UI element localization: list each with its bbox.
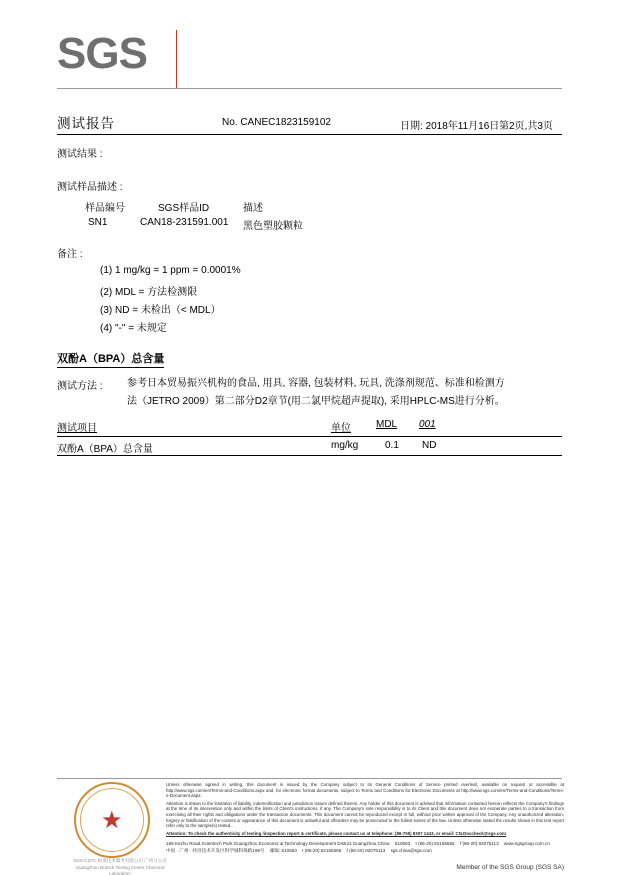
footer-postcode-cn: 邮编: 510663 [269,848,297,853]
remark-item: (4) "-" = 未规定 [100,323,167,334]
test-method-line2: 法（JETRO 2009）第二部分D2章节(用二氯甲烷超声提取), 采用HPLC-MS进行分析。 [127,396,505,407]
sample-row-no: SN1 [88,217,108,228]
footer-fax-en: f (86-20) 82075113 [459,841,499,846]
footer-rule [57,778,562,779]
test-method-label: 测试方法 : [57,381,103,392]
sample-table-header-desc: 描述 [243,203,263,214]
footer-address-en-row [166,840,564,847]
footer-postcode-en: 510663 [394,841,411,846]
result-header-unit: 单位 [331,423,351,434]
stamp-text-line2: Guangzhou Branch Testing Center Chemical Laboratory [75,865,165,875]
page-indicator: 第2页,共3页 [499,121,553,132]
sample-row-desc: 黑色塑胶颗粒 [243,221,303,232]
footer-web[interactable]: www.sgsgroup.com.cn [503,841,550,846]
results-label: 测试结果 : [57,149,103,160]
footer-tel-en: t (86-20) 82155555 [415,841,455,846]
footer-address-block [166,840,564,854]
footer-verify-notice[interactable]: Attention: To check the authenticity of testing /inspection report & certificate, please contact us at telephone: (86-755) 8307 1443, or email: CN.Doccheck@sgs.com [166,830,506,836]
result-row-mdl: 0.1 [385,440,399,451]
sample-description-label: 测试样品描述 : [57,182,123,193]
remark-item: (1) 1 mg/kg = 1 ppm = 0.0001% [100,265,241,276]
result-table-bottom-rule [57,455,562,456]
footer-tel-cn: t (86-20) 82155555 [302,848,342,853]
result-row-unit: mg/kg [331,440,359,451]
report-number: No. CANEC1823159102 [222,117,331,128]
footer-address-cn-row [166,847,564,854]
page-title: 测试报告 [57,116,115,131]
sample-row-id: CAN18-231591.001 [140,217,229,228]
company-stamp [62,780,172,875]
footer-disclaimer: Unless otherwise agreed in writing, this document is issued by the Company subject to its General Conditions of Service printed overleaf, available on request or accessible at http://www.sgs.com/en/Terms-and-Conditions.aspx and, for electronic format documents, subject to Terms and Conditions for Electronic Documents at http://www.sgs.com/en/Terms-and-Conditions/Terms-e-Document.aspx. [166,782,564,799]
result-table-top-rule [57,436,562,437]
section-title-bpa: 双酚A（BPA）总含量 [57,350,164,368]
remark-item: (3) ND = 未检出（< MDL） [100,305,221,316]
sample-table-header-id: SGS样品ID [158,203,210,214]
remarks-label: 备注 : [57,249,83,260]
footer-email[interactable]: sgs.china@sgs.com [390,848,432,853]
footer-member-note: Member of the SGS Group (SGS SA) [456,864,564,871]
result-header-mdl: MDL [376,419,398,430]
remark-item: (2) MDL = 方法检测限 [100,287,198,298]
stamp-text-line1: SGS-CSTC 标准技术服务有限公司 广州分公司 [73,858,167,863]
footer-address-en: 198 Kezhu Road,Scientech Park Guangzhou Economic & Technology Development District,Guangzhou,China [166,841,390,846]
footer-address-cn: 中国 · 广州 · 经济技术开发区科学城科珠路198号 [166,848,265,853]
report-date: 日期: 2018年11月16日 [400,121,500,132]
footer-attention: Attention is drawn to the limitation of liability, indemnification and jurisdiction issues defined therein. Any holder of this document is advised that information contained hereon reflects the Company's findings at the time of its intervention only and within the limits of Client's instructions, if any. The Company's sole responsibility is to its Client and this document does not exonerate parties to a transaction from exercising all their rights and obligations under the transaction documents. This document cannot be reproduced except in full, without prior written approval of the Company. Any unauthorized alteration, forgery or falsification of the content or appearance of this document is unlawful and offenders may be prosecuted to the fullest extent of the law. Unless otherwise stated the results shown in this test report refer only to the sample(s) tested . [166,800,564,829]
star-icon: ★ [101,807,123,834]
sgs-logo [57,29,177,84]
header-rule [57,88,562,89]
footer-fax-cn: f (86-20) 82075113 [346,848,386,853]
result-header-sample: 001 [419,419,436,430]
result-header-item: 测试项目 [57,423,97,434]
footer-disclaimer-block [166,782,564,836]
result-row-item: 双酚A（BPA）总含量 [57,444,153,455]
test-method-line1: 参考日本贸易振兴机构的食品, 用具, 容器, 包装材料, 玩具, 洗涤剂规范、标准和检测方 [127,378,505,389]
sgs-logo-text: SGS [57,29,147,78]
sample-table-header-no: 样品编号 [85,203,125,214]
logo-divider-tick [176,30,177,88]
result-row-value: ND [422,440,437,451]
title-rule [57,134,562,135]
